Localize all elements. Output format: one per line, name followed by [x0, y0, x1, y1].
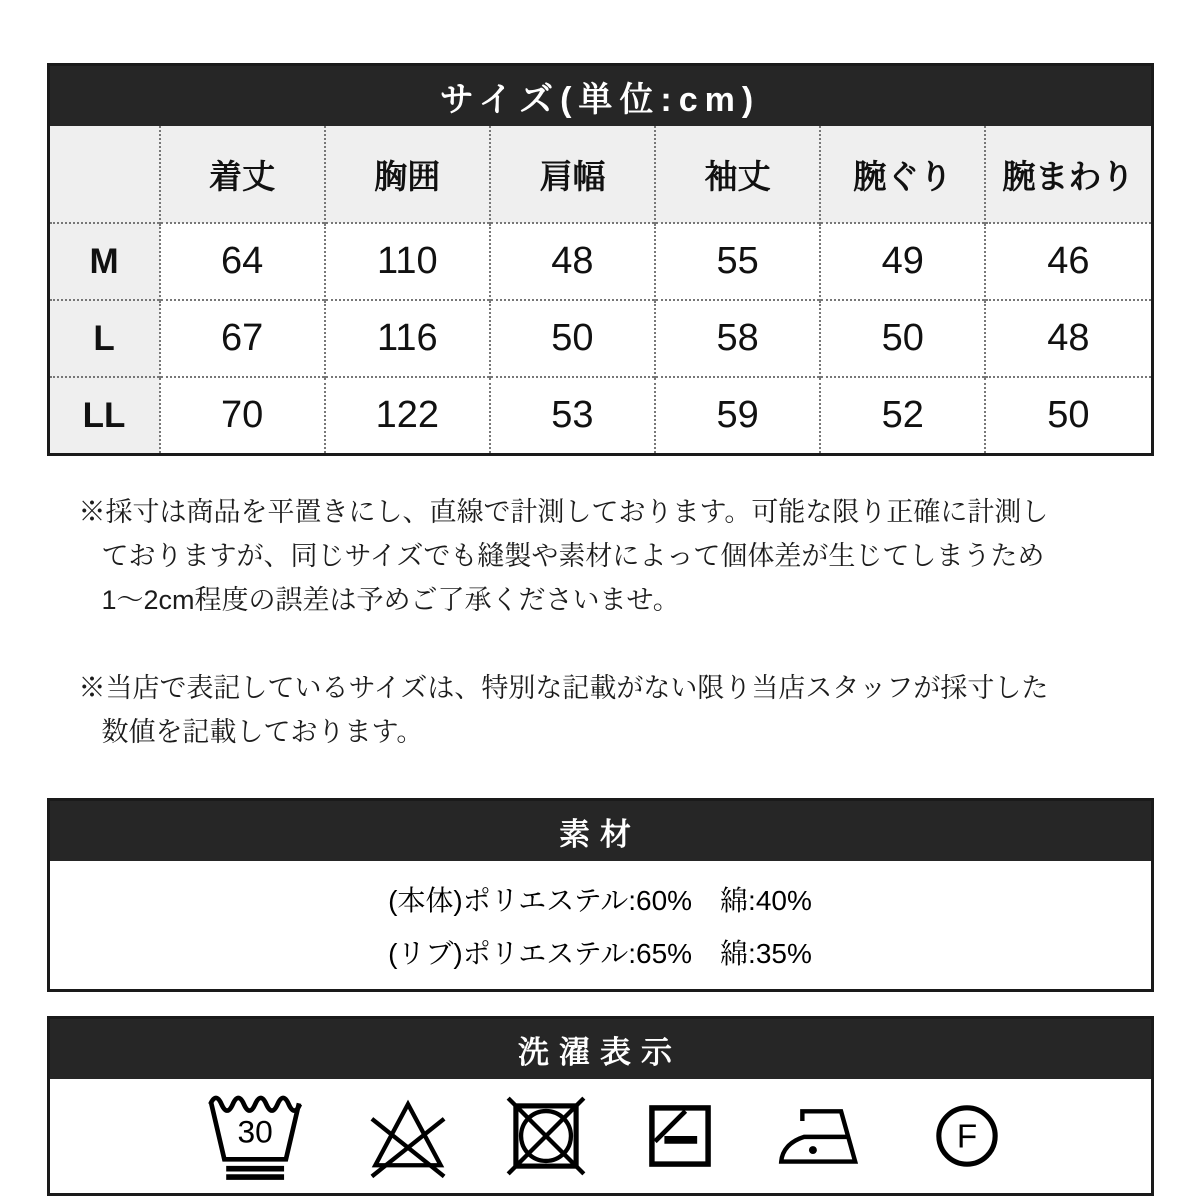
size-value: 53 — [490, 377, 655, 453]
size-label: LL — [50, 377, 160, 453]
size-row-m — [50, 223, 1151, 300]
material-section-title: 素材 — [559, 816, 641, 852]
size-value: 48 — [985, 300, 1150, 377]
size-value: 70 — [160, 377, 325, 453]
flat-dry-in-shade-icon — [641, 1097, 719, 1175]
note-line: ※採寸は商品を平置きにし、直線で計測しております。可能な限り正確に計測し — [78, 497, 1049, 527]
size-table-header-row — [50, 126, 1151, 223]
size-section-header — [50, 66, 1151, 126]
size-value: 50 — [985, 377, 1150, 453]
material-line-rib: (リブ)ポリエステル:65% 綿:35% — [388, 937, 812, 969]
dry-clean-f-icon — [935, 1104, 999, 1168]
size-value: 49 — [820, 223, 985, 300]
care-section-title: 洗濯表示 — [518, 1034, 682, 1070]
note-line: ※当店で表記しているサイズは、特別な記載がない限り当店スタッフが採寸した — [78, 673, 1049, 703]
size-chart-section — [47, 63, 1154, 456]
dry-clean-letter: F — [956, 1118, 978, 1156]
staff-measured-note — [79, 666, 1154, 754]
size-value: 122 — [325, 377, 490, 453]
size-label: M — [50, 223, 160, 300]
note-line: 数値を記載しております。 — [101, 717, 424, 747]
column-header: 袖丈 — [655, 126, 820, 223]
size-value: 59 — [655, 377, 820, 453]
size-value: 52 — [820, 377, 985, 453]
size-label: L — [50, 300, 160, 377]
size-value: 110 — [325, 223, 490, 300]
wash-temperature: 30 — [237, 1113, 273, 1150]
do-not-bleach-icon — [365, 1093, 451, 1179]
material-line-body: (本体)ポリエステル:60% 綿:40% — [388, 884, 812, 916]
notes-block — [47, 490, 1154, 754]
care-label-section — [47, 1016, 1154, 1196]
size-value: 55 — [655, 223, 820, 300]
column-header: 腕まわり — [985, 126, 1150, 223]
size-value: 48 — [490, 223, 655, 300]
column-header: 着丈 — [160, 126, 325, 223]
material-section-header — [50, 801, 1151, 861]
size-section-title: サイズ(単位:cm) — [439, 80, 761, 119]
size-value: 58 — [655, 300, 820, 377]
size-value: 67 — [160, 300, 325, 377]
page-content — [47, 0, 1154, 1196]
column-header: 胸囲 — [325, 126, 490, 223]
column-header: 肩幅 — [490, 126, 655, 223]
note-line: 1〜2cm程度の誤差は予めご了承くださいませ。 — [101, 585, 680, 615]
size-row-ll — [50, 377, 1151, 453]
column-header: 腕ぐり — [820, 126, 985, 223]
care-symbols-row — [50, 1079, 1151, 1193]
size-row-l — [50, 300, 1151, 377]
size-value: 64 — [160, 223, 325, 300]
material-section — [47, 798, 1154, 992]
size-value: 50 — [820, 300, 985, 377]
size-table — [50, 126, 1151, 453]
material-content — [50, 861, 1151, 989]
care-section-header — [50, 1019, 1151, 1079]
corner-cell — [50, 126, 160, 223]
measurement-note — [79, 490, 1154, 622]
machine-wash-30-icon — [201, 1089, 313, 1183]
do-not-tumble-dry-icon — [503, 1093, 589, 1179]
size-value: 50 — [490, 300, 655, 377]
size-value: 116 — [325, 300, 490, 377]
note-line: ておりますが、同じサイズでも縫製や素材によって個体差が生じてしまうため — [101, 541, 1045, 571]
iron-low-temp-icon — [771, 1092, 883, 1180]
size-value: 46 — [985, 223, 1150, 300]
